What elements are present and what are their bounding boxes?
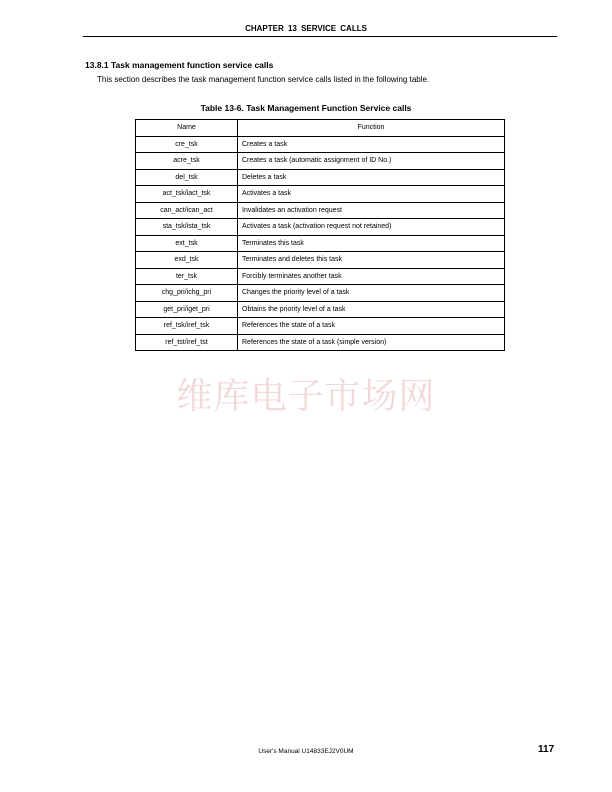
service-call-function: References the state of a task	[238, 318, 505, 335]
table-row	[136, 136, 505, 153]
table-row	[136, 334, 505, 351]
section-description: This section describes the task management function service calls listed in the following table.	[97, 75, 430, 84]
table-row	[136, 219, 505, 236]
service-call-name: act_tsk/iact_tsk	[136, 186, 238, 203]
service-call-function: Activates a task (activation request not retained)	[238, 219, 505, 236]
page-number: 117	[538, 744, 555, 755]
table-row	[136, 169, 505, 186]
table-row	[136, 285, 505, 302]
service-call-function: Creates a task	[238, 136, 505, 153]
service-call-name: ter_tsk	[136, 268, 238, 285]
service-call-function: Terminates this task	[238, 235, 505, 252]
table-row	[136, 202, 505, 219]
table-row	[136, 301, 505, 318]
section-title: 13.8.1 Task management function service calls	[85, 60, 274, 70]
table-header-row	[136, 120, 505, 137]
service-call-name: acre_tsk	[136, 153, 238, 170]
service-call-function: Forcibly terminates another task	[238, 268, 505, 285]
table-row	[136, 268, 505, 285]
table-row	[136, 186, 505, 203]
service-call-function: Invalidates an activation request	[238, 202, 505, 219]
service-call-function: Deletes a task	[238, 169, 505, 186]
chapter-header: CHAPTER 13 SERVICE CALLS	[245, 24, 367, 33]
service-call-name: cre_tsk	[136, 136, 238, 153]
service-call-name: ref_tsk/iref_tsk	[136, 318, 238, 335]
service-call-name: ext_tsk	[136, 235, 238, 252]
header-rule	[83, 36, 557, 37]
service-calls-table	[135, 119, 505, 351]
table-row	[136, 252, 505, 269]
service-call-function: Terminates and deletes this task	[238, 252, 505, 269]
service-call-name: chg_pri/ichg_pri	[136, 285, 238, 302]
footer-manual-id: User's Manual U14833EJ2V0UM	[258, 748, 354, 755]
service-call-name: can_act/ican_act	[136, 202, 238, 219]
table-caption: Table 13-6. Task Management Function Service calls	[200, 103, 412, 113]
service-call-function: Activates a task	[238, 186, 505, 203]
service-call-name: exd_tsk	[136, 252, 238, 269]
service-call-function: Obtains the priority level of a task	[238, 301, 505, 318]
service-call-name: del_tsk	[136, 169, 238, 186]
service-call-name: get_pri/iget_pri	[136, 301, 238, 318]
watermark: 维库电子市场网	[176, 376, 436, 417]
service-call-function: References the state of a task (simple version)	[238, 334, 505, 351]
function-column-header: Function	[238, 120, 505, 137]
table-row	[136, 153, 505, 170]
name-column-header: Name	[136, 120, 238, 137]
service-call-function: Changes the priority level of a task	[238, 285, 505, 302]
service-call-function: Creates a task (automatic assignment of ID No.)	[238, 153, 505, 170]
table-row	[136, 318, 505, 335]
service-call-name: ref_tst/iref_tst	[136, 334, 238, 351]
service-call-name: sta_tsk/ista_tsk	[136, 219, 238, 236]
table-row	[136, 235, 505, 252]
